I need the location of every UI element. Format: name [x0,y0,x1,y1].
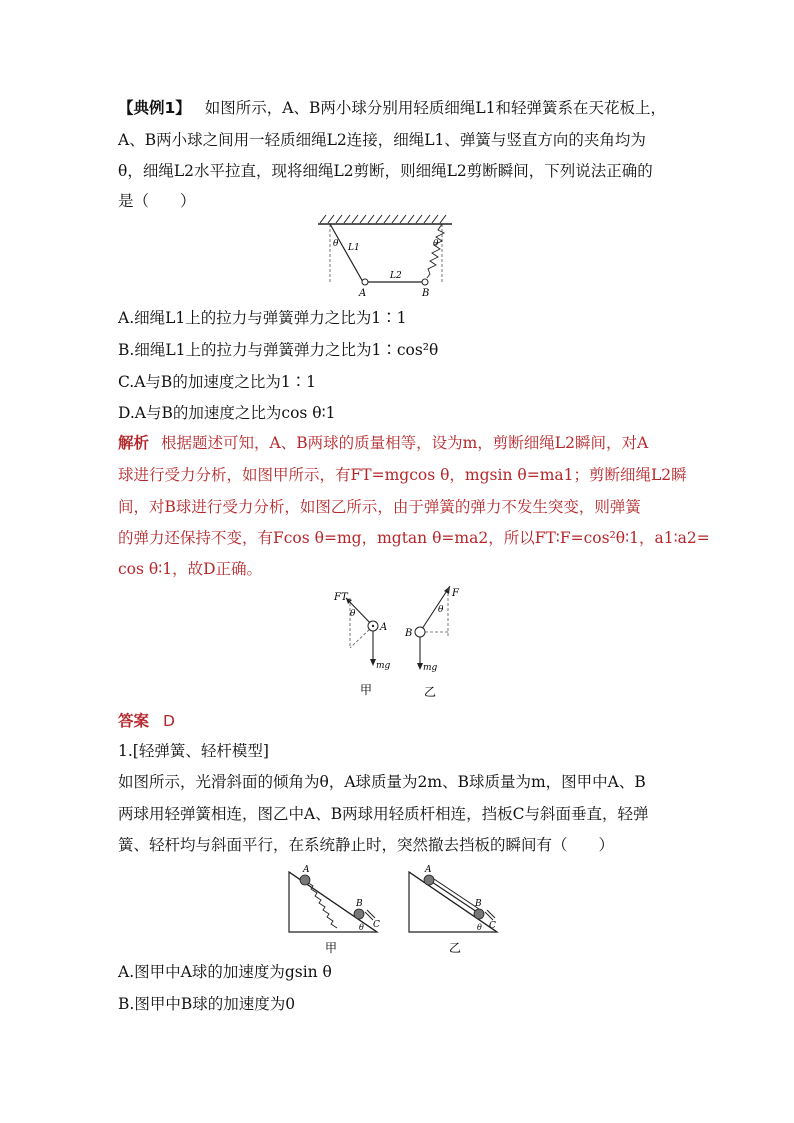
example-stem-line-3: θ，细绳L2水平拉直，现将细绳L2剪断，则细绳L2剪断瞬间，下列说法正确的 [118,162,653,180]
svg-text:A: A [425,865,432,875]
analysis-line-2: 球进行受力分析，如图甲所示，有FT=mgcos θ，mgsin θ=ma1；剪断细绳L2瞬 [118,466,687,484]
svg-text:A: A [303,865,310,875]
svg-text:甲: 甲 [325,941,338,955]
svg-text:乙: 乙 [449,941,462,955]
problem-option-b: B.图甲中B球的加速度为0 [118,995,296,1013]
svg-text:C: C [489,921,496,931]
ball-b [422,279,428,285]
a-force-label: A [380,622,388,633]
example-stem-line-1 [118,98,666,118]
mg-yi-label: mg [423,663,438,673]
rope-l1 [330,224,363,282]
problem-stem-line-1: 如图所示，光滑斜面的倾角为θ，A球质量为2m、B球质量为m，图甲中A、B [118,773,646,791]
a-label: A [359,288,367,299]
theta-right-label: θ [433,239,439,249]
example-option-d: D.A与B的加速度之比为cos θ∶1 [118,404,336,422]
caption-jia: 甲 [360,683,373,697]
problem-title: 1.[轻弹簧、轻杆模型] [118,742,269,760]
analysis-text-1: 根据题述可知，A、B两球的质量相等，设为m，剪断细绳L2瞬间，对A [161,434,649,452]
l1-label: L1 [348,243,360,253]
analysis-label: 解析 [118,434,150,452]
incline-figures [285,864,495,956]
problem-stem-line-3: 簧、轻杆均与斜面平行，在系统静止时，突然撤去挡板的瞬间有（ ） [118,836,615,854]
ball-a [362,279,368,285]
caption-yi: 乙 [424,685,437,699]
example-tag: 【典例1】 [118,99,191,117]
b-label: B [422,288,430,299]
example-stem-line-2: A、B两小球之间用一轻质细绳L2连接，细绳L1、弹簧与竖直方向的夹角均为 [118,131,646,149]
theta-left-label: θ [333,239,339,249]
theta-yi-label: θ [438,605,444,615]
spring [427,224,444,278]
example-stem-text-1: 如图所示，A、B两小球分别用轻质细绳L1和轻弹簧系在天花板上， [204,99,667,117]
svg-text:B: B [356,899,363,909]
problem-option-a: A.图甲中A球的加速度为gsin θ [118,963,332,981]
l2-label: L2 [390,271,402,281]
analysis-line-3: 间，对B球进行受力分析，如图乙所示，由于弹簧的弹力不发生突变，则弹簧 [118,498,641,516]
answer-label: 答案 [118,712,150,730]
analysis-line-1 [118,433,648,453]
b-force-label: B [405,628,413,639]
svg-text:θ: θ [477,923,482,932]
example-stem-line-4: 是（ ） [118,192,196,210]
example-option-c: C.A与B的加速度之比为1∶1 [118,373,317,391]
analysis-line-5: cos θ∶1，故D正确。 [118,560,263,578]
svg-text:B: B [475,899,482,909]
analysis-line-4: 的弹力还保持不变，有Fcos θ=mg，mgtan θ=ma2，所以FT∶F=cos²θ∶1，a1∶a2= [118,529,710,547]
svg-text:θ: θ [359,923,364,932]
answer-line [118,711,175,731]
example-option-b: B.细绳L1上的拉力与弹簧弹力之比为1∶cos²θ [118,341,439,359]
answer-value: D [163,712,175,730]
svg-text:C: C [373,920,380,930]
force-diagrams-figure [328,586,458,702]
hanging-balls-figure [310,212,460,300]
ft-label: FT [334,592,348,603]
theta-jia-label: θ [350,609,356,619]
f-label: F [452,588,459,599]
example-option-a: A.细绳L1上的拉力与弹簧弹力之比为1∶1 [118,309,407,327]
problem-stem-line-2: 两球用轻弹簧相连，图乙中A、B两球用轻质杆相连，挡板C与斜面垂直，轻弹 [118,805,649,823]
mg-jia-label: mg [376,661,391,671]
